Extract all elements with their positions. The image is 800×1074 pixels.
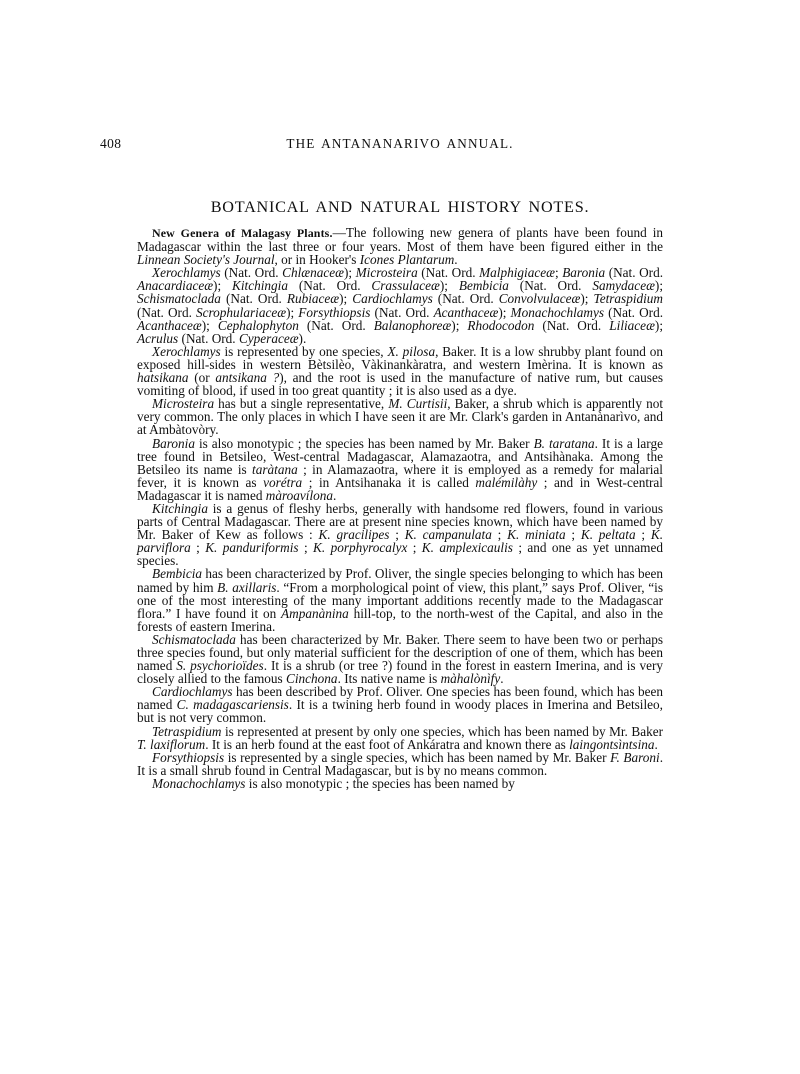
paragraph-baronia: Baronia is also monotypic ; the species has been named by Mr. Baker B. taratana. It is a large tree found in Betsileo, West-central Madagascar, Alamazaotra, and Antsihànaka. Among the Betsileo its name is taràtana ; in Alamazaotra, where it is employed as a remedy for malarial fever, it is known as vorétra ; in Antsihanaka it is called malémilàhy ; and in West-central Madagascar it is named màroavílona. xyxy=(137,435,663,503)
intro-text-2: , or in Hooker's xyxy=(274,252,360,268)
paragraph-microsteira: Microsteira has but a single representative, M. Curtisii, Baker, a shrub which is apparently not very common. The only places in which I have seen it are Mr. Clark's garden in Antanànarìvo, and at Ambàtovòry. xyxy=(137,396,663,438)
paragraph-tetraspidium: Tetraspidium is represented at present by only one species, which has been named by Mr. Baker T. laxiflorum. It is an herb found at the east foot of Ankáratra and known there as laingontsìntsina. xyxy=(137,723,663,752)
page-number: 408 xyxy=(100,136,122,151)
paragraph-xerochlamys: Xerochlamys is represented by one species, X. pilosa, Baker. It is a low shrubby plant found on exposed hill-sides in western Bètsilèo, Vàkinankàratra, and western Imèrina. It is known as hatsikana (or antsikana ?), and the root is used in the manufacture of native rum, but causes vomiting of blood, if used in too great quantity ; it is also used as a dye. xyxy=(137,343,664,399)
paragraph-genera-list: Xerochlamys (Nat. Ord. Chlænaceæ); Microsteira (Nat. Ord. Malphigiaceæ; Baronia (Nat. Ord. Anacardiaceæ); Kitchingia (Nat. Ord. Crassulaceæ); Bembicia (Nat. Ord. Samydaceæ); Schismatoclada (Nat. Ord. Rubiaceæ); Cardiochlamys (Nat. Ord. Convolvulaceæ); Tetraspidium (Nat. Ord. Scrophulariaceæ); Forsythiopsis (Nat. Ord. Acanthaceæ); Monachochlamys (Nat. Ord. Acanthaceæ); Cephalophyton (Nat. Ord. Balanophoreæ); Rhodocodon (Nat. Ord. Liliaceæ); Acrulus (Nat. Ord. Cyperaceæ). xyxy=(137,265,664,346)
intro-italic-icones: Icones Plantarum xyxy=(359,252,455,268)
run-in-heading: New Genera of Malagasy Plants. xyxy=(152,226,333,240)
paragraph-cardiochlamys: Cardiochlamys has been described by Prof. Oliver. One species has been found, which has been named C. madagascariensis. It is a twining herb found in woody places in Imerina and Betsileo, but is not very common. xyxy=(137,684,663,726)
paragraph-schismatoclada: Schismatoclada has been characterized by Mr. Baker. There seem to have been two or perhaps three species found, but only material sufficient for the description of one of them, which has been named S. psychorioïdes. It is a shrub (or tree ?) found in the forest in eastern Imerina, and is very closely allied to the famous Cinchona. Its native name is màhalònìfy. xyxy=(137,631,663,687)
intro-text-1: —The following new genera of plants have been found in Madagascar within the last three or four years. Most of them have been figured either in the xyxy=(137,225,664,255)
article-body xyxy=(137,226,663,790)
paragraph-kitchingia: Kitchingia is a genus of fleshy herbs, generally with handsome red flowers, found in various parts of Central Madagascar. There are at present nine species known, which have been named by Mr. Baker of Kew as follows : K. gracilipes ; K. campanulata ; K. miniata ; K. peltata ; K. parviflora ; K. panduriformis ; K. porphyrocalyx ; K. amplexicaulis ; and one as yet unnamed species. xyxy=(137,500,664,569)
paragraph-forsythiopsis: Forsythiopsis is represented by a single species, which has been named by Mr. Baker F. Baroni. It is a small shrub found in Central Madagascar, but is by no means common. xyxy=(137,749,663,778)
paragraph-intro xyxy=(137,226,663,266)
intro-italic-journal: Linnean Society's Journal xyxy=(137,252,275,268)
section-title: BOTANICAL AND NATURAL HISTORY NOTES. xyxy=(210,198,590,216)
running-head-title: THE ANTANANARIVO ANNUAL. xyxy=(286,136,514,151)
intro-text-3: . xyxy=(454,252,458,268)
running-head xyxy=(100,136,700,154)
paragraph-bembicia: Bembicia has been characterized by Prof. Oliver, the single species belonging to which has been named by him B. axillaris. “From a morphological point of view, this plant,” says Prof. Oliver, “is one of the most interesting of the many important additions recently made to the Madagascar flora.” I have found it on Ampanànina hill-top, to the north-west of the Capital, and also in the forests of eastern Imerina. xyxy=(137,566,663,634)
paragraph-monachochlamys: Monachochlamys is also monotypic ; the species has been named by xyxy=(152,775,515,791)
